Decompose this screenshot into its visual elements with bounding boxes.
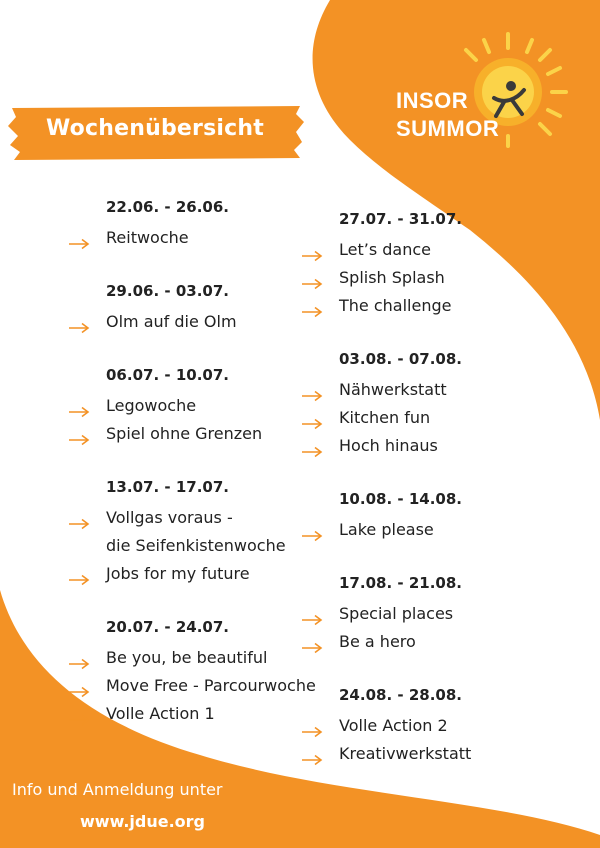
logo-text-line1: INSOR: [396, 88, 469, 113]
week-activity: [106, 644, 316, 672]
week-block: [106, 476, 286, 588]
activity-label: Nähwerkstatt: [339, 380, 447, 399]
arrow-right-icon: [301, 635, 323, 647]
week-block: [106, 364, 262, 448]
arrow-right-icon: [301, 243, 323, 255]
arrow-right-icon: [301, 411, 323, 423]
week-date: 03.08. - 07.08.: [339, 350, 462, 368]
week-activity: [339, 740, 471, 768]
arrow-right-icon: [68, 651, 90, 663]
arrow-right-icon: [301, 747, 323, 759]
activity-label: Lake please: [339, 520, 434, 539]
week-activity: [106, 392, 262, 420]
activity-label: die Seifenkistenwoche: [106, 536, 286, 555]
week-block: [106, 196, 229, 252]
activity-label: Special places: [339, 604, 454, 623]
arrow-right-icon: [68, 679, 90, 691]
arrow-right-icon: [68, 567, 90, 579]
week-activity: [339, 516, 462, 544]
footer-website-link[interactable]: www.jdue.org: [80, 812, 205, 831]
arrow-right-icon: [68, 315, 90, 327]
week-date: 20.07. - 24.07.: [106, 618, 229, 636]
week-activity: [106, 504, 286, 532]
page-title: Wochenübersicht: [46, 116, 264, 141]
logo-text-line2: SUMMOR: [396, 116, 500, 141]
week-date: 06.07. - 10.07.: [106, 366, 229, 384]
week-block: [106, 616, 316, 728]
arrow-right-icon: [301, 607, 323, 619]
week-activity: [339, 264, 462, 292]
arrow-right-icon: [68, 707, 90, 719]
week-block: [339, 488, 462, 544]
arrow-right-icon: [68, 427, 90, 439]
week-activity: [339, 292, 462, 320]
week-activity: [106, 672, 316, 700]
week-block: [339, 348, 462, 460]
week-activity: [339, 236, 462, 264]
week-activity: [106, 700, 316, 728]
activity-label: Vollgas voraus -: [106, 508, 233, 527]
activity-label: Volle Action 1: [106, 704, 215, 723]
arrow-right-icon: [301, 383, 323, 395]
week-block: [339, 572, 462, 656]
activity-label: Spiel ohne Grenzen: [106, 424, 263, 443]
footer-info-text: Info und Anmeldung unter: [12, 780, 223, 799]
arrow-right-icon: [301, 271, 323, 283]
activity-label: Olm auf die Olm: [106, 312, 237, 331]
week-activity: [106, 308, 237, 336]
arrow-right-icon: [301, 719, 323, 731]
arrow-right-icon: [301, 439, 323, 451]
week-date: 24.08. - 28.08.: [339, 686, 462, 704]
activity-label: Volle Action 2: [339, 716, 448, 735]
activity-label: Hoch hinaus: [339, 436, 438, 455]
arrow-right-icon: [68, 511, 90, 523]
activity-label: Kitchen fun: [339, 408, 431, 427]
arrow-right-icon: [68, 231, 90, 243]
arrow-right-icon: [301, 523, 323, 535]
activity-label: Be you, be beautiful: [106, 648, 268, 667]
arrow-right-icon: [301, 299, 323, 311]
activity-label: Reitwoche: [106, 228, 189, 247]
week-activity: [339, 376, 462, 404]
week-date: 13.07. - 17.07.: [106, 478, 229, 496]
week-activity: [339, 712, 471, 740]
week-activity: [339, 432, 462, 460]
week-activity: [106, 420, 262, 448]
week-date: 10.08. - 14.08.: [339, 490, 462, 508]
week-activity: [339, 404, 462, 432]
activity-label: Splish Splash: [339, 268, 445, 287]
week-block: [106, 280, 237, 336]
week-block: [339, 208, 462, 320]
activity-label: Move Free - Parcourwoche: [106, 676, 316, 695]
activity-label: Jobs for my future: [106, 564, 250, 583]
week-activity: [106, 532, 286, 560]
week-date: 27.07. - 31.07.: [339, 210, 462, 228]
activity-label: The challenge: [339, 296, 452, 315]
activity-label: Kreativwerkstatt: [339, 744, 472, 763]
week-date: 17.08. - 21.08.: [339, 574, 462, 592]
activity-label: Legowoche: [106, 396, 197, 415]
week-date: 22.06. - 26.06.: [106, 198, 229, 216]
activity-label: Be a hero: [339, 632, 416, 651]
week-activity: [106, 224, 229, 252]
week-activity: [339, 628, 462, 656]
week-date: 29.06. - 03.07.: [106, 282, 229, 300]
week-activity: [339, 600, 462, 628]
activity-label: Let’s dance: [339, 240, 431, 259]
week-activity: [106, 560, 286, 588]
arrow-right-icon: [68, 399, 90, 411]
week-block: [339, 684, 471, 768]
